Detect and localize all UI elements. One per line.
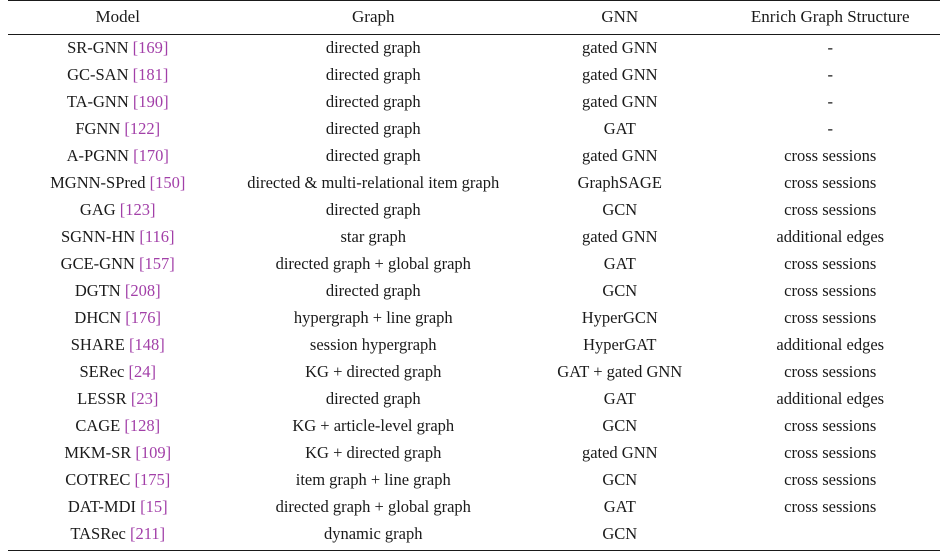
citation-number: 122 <box>129 119 155 139</box>
model-name: COTREC <box>65 469 131 489</box>
table-row <box>8 467 940 494</box>
cell-graph: directed graph + global graph <box>275 253 471 273</box>
cell-model <box>8 143 227 170</box>
citation-number: 15 <box>145 496 163 516</box>
cell-enrich: cross sessions <box>784 146 877 166</box>
comparison-table <box>8 0 940 551</box>
citation-ref[interactable]: [190] <box>132 92 169 112</box>
cell-graph: directed & multi-relational item graph <box>247 173 500 193</box>
cell-graph: dynamic graph <box>227 521 519 550</box>
cell-gnn: gated GNN <box>581 146 658 166</box>
cell-gnn: GAT <box>603 496 636 516</box>
cell-model <box>8 35 227 62</box>
citation-ref[interactable]: [208] <box>124 280 161 300</box>
cell-enrich: cross sessions <box>784 415 877 435</box>
citation-ref[interactable]: [181] <box>132 65 169 85</box>
citation-ref[interactable]: [109] <box>135 442 172 462</box>
cell-enrich: cross sessions <box>784 496 877 516</box>
cell-enrich: additional edges <box>776 388 885 408</box>
cell-gnn: GCN <box>602 469 638 489</box>
cell-graph: directed graph <box>325 65 421 85</box>
citation-ref[interactable]: [169] <box>132 38 169 58</box>
cell-model <box>8 467 227 494</box>
cell-enrich: cross sessions <box>784 469 877 489</box>
cell-model <box>8 197 227 224</box>
model-name: GAG <box>79 200 116 219</box>
citation-ref[interactable]: [123] <box>119 200 156 219</box>
column-header-model: Model <box>8 1 227 35</box>
table-row <box>8 494 940 521</box>
cell-enrich: - <box>827 119 833 139</box>
cell-model <box>8 413 227 440</box>
table-row <box>8 35 940 62</box>
cell-enrich: - <box>827 38 833 58</box>
model-name: TA-GNN <box>66 92 129 112</box>
model-name: DHCN <box>74 307 122 327</box>
citation-ref[interactable]: [116] <box>139 226 175 246</box>
cell-gnn: HyperGAT <box>583 334 657 354</box>
cell-gnn: GAT <box>603 119 636 139</box>
cell-model <box>8 251 227 278</box>
cell-graph: session hypergraph <box>309 334 437 354</box>
table-row <box>8 62 940 89</box>
cell-model <box>8 224 227 251</box>
citation-number: 175 <box>139 469 165 489</box>
cell-model <box>8 305 227 332</box>
cell-gnn: HyperGCN <box>581 307 658 327</box>
cell-graph: hypergraph + line graph <box>293 307 453 327</box>
cell-gnn: gated GNN <box>581 442 658 462</box>
citation-number: 148 <box>134 334 160 354</box>
citation-number: 169 <box>138 38 163 58</box>
cell-graph: directed graph <box>325 38 421 58</box>
cell-enrich: additional edges <box>776 334 885 354</box>
model-name: MKM-SR <box>64 442 132 462</box>
citation-number: 176 <box>130 307 156 327</box>
table-row <box>8 197 940 224</box>
cell-enrich: cross sessions <box>784 442 877 462</box>
model-name: DGTN <box>74 280 121 300</box>
column-header-graph: Graph <box>227 1 519 35</box>
citation-ref[interactable]: [150] <box>149 173 186 193</box>
table-row <box>8 251 940 278</box>
table-row <box>8 278 940 305</box>
cell-gnn: GCN <box>602 280 638 300</box>
cell-graph: directed graph <box>325 146 421 166</box>
citation-ref[interactable]: [122] <box>124 119 161 139</box>
cell-gnn: GAT <box>603 253 636 273</box>
model-name: FGNN <box>75 119 121 139</box>
cell-graph: KG + directed graph <box>305 442 442 462</box>
cell-graph: KG + article-level graph <box>292 415 455 435</box>
model-name: SGNN-HN <box>60 226 136 246</box>
cell-graph: directed graph <box>325 200 421 219</box>
citation-ref[interactable]: [175] <box>134 469 171 489</box>
cell-enrich: cross sessions <box>784 173 877 193</box>
cell-model <box>8 116 227 143</box>
cell-gnn: GCN <box>602 200 638 219</box>
cell-gnn: GAT <box>603 388 636 408</box>
cell-graph: KG + directed graph <box>305 361 442 381</box>
cell-graph: directed graph <box>325 119 421 139</box>
table-row <box>8 89 940 116</box>
cell-gnn: GCN <box>602 415 638 435</box>
cell-gnn: GraphSAGE <box>577 173 662 193</box>
cell-graph: directed graph <box>325 92 421 112</box>
citation-number: 181 <box>138 65 163 85</box>
cell-enrich <box>720 521 940 550</box>
cell-graph: directed graph + global graph <box>275 496 471 516</box>
model-name: SR-GNN <box>67 38 129 58</box>
cell-model <box>8 440 227 467</box>
citation-number: 116 <box>144 226 169 246</box>
citation-ref[interactable]: [128] <box>124 415 161 435</box>
cell-gnn: gated GNN <box>581 226 658 246</box>
cell-enrich: cross sessions <box>784 361 877 381</box>
cell-graph: directed graph <box>325 280 421 300</box>
citation-number: 109 <box>140 442 166 462</box>
citation-number: 23 <box>136 388 153 408</box>
model-name: SERec <box>79 361 125 381</box>
model-name: A-PGNN <box>66 146 129 166</box>
cell-model <box>8 170 227 197</box>
citation-ref[interactable]: [24] <box>128 361 156 381</box>
model-name: GC-SAN <box>67 65 129 85</box>
cell-model <box>8 386 227 413</box>
table-row <box>8 224 940 251</box>
cell-model <box>8 89 227 116</box>
table-row <box>8 386 940 413</box>
cell-gnn: gated GNN <box>581 92 658 112</box>
cell-enrich: cross sessions <box>784 280 877 300</box>
cell-enrich: cross sessions <box>784 253 877 273</box>
cell-gnn: GCN <box>519 521 720 550</box>
model-name: LESSR <box>77 388 127 408</box>
cell-gnn: gated GNN <box>581 38 658 58</box>
cell-enrich: - <box>827 92 833 112</box>
cell-model <box>8 521 227 550</box>
citation-number: 128 <box>129 415 155 435</box>
citation-number: 24 <box>134 361 151 381</box>
cell-enrich: additional edges <box>776 226 885 246</box>
cell-model <box>8 494 227 521</box>
cell-enrich: cross sessions <box>784 200 877 219</box>
model-name: GCE-GNN <box>60 253 135 273</box>
citation-ref[interactable]: [170] <box>133 146 169 166</box>
citation-number: 150 <box>155 173 180 193</box>
model-name: DAT-MDI <box>67 496 136 516</box>
table-row <box>8 521 940 550</box>
model-name: TASRec <box>70 523 126 543</box>
citation-ref[interactable]: [176] <box>125 307 162 327</box>
table-row <box>8 440 940 467</box>
table-row <box>8 332 940 359</box>
cell-graph: directed graph <box>325 388 421 408</box>
table-row <box>8 170 940 197</box>
table-row <box>8 359 940 386</box>
table-row <box>8 305 940 332</box>
cell-model <box>8 62 227 89</box>
citation-number: 211 <box>135 523 160 543</box>
cell-gnn: GAT + gated GNN <box>557 361 683 381</box>
cell-graph: star graph <box>340 226 407 246</box>
model-name: SHARE <box>70 334 125 354</box>
citation-number: 157 <box>144 253 170 273</box>
cell-model <box>8 359 227 386</box>
cell-model <box>8 278 227 305</box>
column-header-enrich-graph-structure: Enrich Graph Structure <box>720 1 940 35</box>
cell-graph: item graph + line graph <box>295 469 451 489</box>
table-row <box>8 413 940 440</box>
citation-ref[interactable]: [157] <box>139 253 175 273</box>
citation-ref[interactable]: [23] <box>130 388 159 408</box>
table-row <box>8 143 940 170</box>
cell-enrich: - <box>827 65 833 85</box>
model-name: MGNN-SPred <box>50 173 146 193</box>
cell-enrich: cross sessions <box>784 307 877 327</box>
citation-number: 190 <box>138 92 164 112</box>
citation-number: 123 <box>125 200 151 219</box>
citation-ref[interactable]: [211] <box>129 523 166 543</box>
table-header-row <box>8 1 940 35</box>
cell-model <box>8 332 227 359</box>
model-name: CAGE <box>75 415 121 435</box>
table-body <box>8 35 940 551</box>
citation-ref[interactable]: [148] <box>128 334 165 354</box>
table-row <box>8 116 940 143</box>
citation-ref[interactable]: [15] <box>140 496 168 516</box>
table-header <box>8 1 940 35</box>
column-header-gnn: GNN <box>519 1 720 35</box>
citation-number: 170 <box>138 146 164 166</box>
citation-number: 208 <box>130 280 156 300</box>
cell-gnn: gated GNN <box>581 65 658 85</box>
